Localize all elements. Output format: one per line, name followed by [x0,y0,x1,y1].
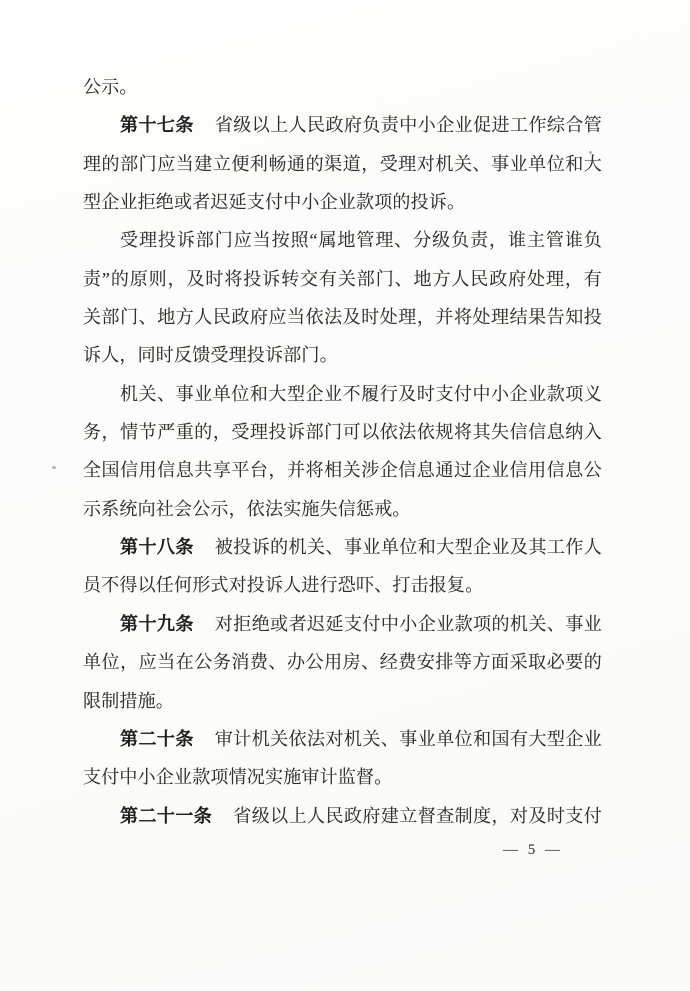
article-number: 第二十一条 [120,805,213,826]
document-line [83,413,602,451]
document-line [83,68,602,106]
article-number: 第十八条 [120,537,194,558]
line-text: 型企业拒绝或者迟延支付中小企业款项的投诉。 [83,192,466,213]
line-text: 全国信用信息共享平台，并将相关涉企信息通过企业信用信息公 [83,460,602,481]
line-text: 被投诉的机关、事业单位和大型企业及其工作人 [214,537,602,558]
document-line [83,183,602,221]
document-line [83,375,602,413]
line-text: 公示。 [83,77,138,97]
article-number: 第十九条 [120,613,194,634]
line-text: 示系统向社会公示，依法实施失信惩戒。 [83,498,411,519]
line-text: 责”的原则，及时将投诉转交有关部门、地方人民政府处理，有 [83,268,602,289]
document-line [83,490,602,528]
document-line [83,682,602,720]
document-line [83,643,602,681]
document-line [83,797,602,835]
line-text: 理的部门应当建立便利畅通的渠道，受理对机关、事业单位和大 [83,153,602,174]
line-text: 诉人，同时反馈受理投诉部门。 [83,345,338,366]
document-line [83,451,602,489]
line-text: 关部门、地方人民政府应当依法及时处理，并将处理结果告知投 [83,307,602,328]
line-text: 受理投诉部门应当按照“属地管理、分级负责，谁主管谁负 [120,230,602,251]
scan-speck [589,151,592,154]
scan-speck [52,466,56,469]
text-block [83,68,602,835]
document-line [83,720,602,758]
line-text: 员不得以任何形式对投诉人进行恐吓、打击报复。 [83,575,484,596]
document-line [83,260,602,298]
line-text: 省级以上人民政府负责中小企业促进工作综合管 [214,115,602,136]
document-line [83,528,602,566]
line-text: 单位，应当在公务消费、办公用房、经费安排等方面采取必要的 [83,652,602,673]
line-text: 审计机关依法对机关、事业单位和国有大型企业 [214,728,602,749]
document-line [83,106,602,144]
line-text: 务，情节严重的，受理投诉部门可以依法依规将其失信信息纳入 [83,422,602,443]
line-text: 省级以上人民政府建立督查制度，对及时支付 [233,805,602,826]
document-line [83,221,602,259]
article-number: 第二十条 [120,728,194,749]
page-number: — 5 — [503,842,563,858]
line-text: 对拒绝或者迟延支付中小企业款项的机关、事业 [214,613,602,634]
document-line [83,605,602,643]
document-line [83,145,602,183]
document-line [83,758,602,796]
document-line [83,566,602,604]
line-text: 机关、事业单位和大型企业不履行及时支付中小企业款项义 [120,383,602,404]
line-text: 限制措施。 [83,690,174,711]
document-line [83,336,602,374]
document-line [83,298,602,336]
line-text: 支付中小企业款项情况实施审计监督。 [83,767,393,788]
article-number: 第十七条 [120,115,194,136]
